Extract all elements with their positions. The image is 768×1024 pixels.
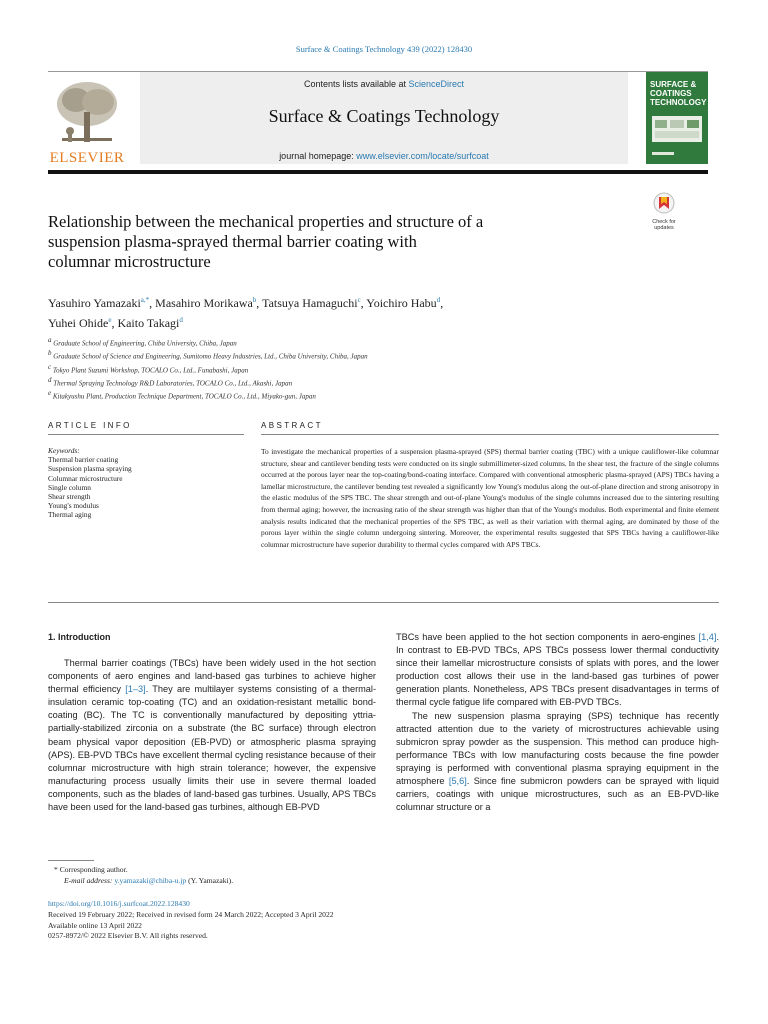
email-label: E-mail address: [64,875,115,885]
affiliation-text: Graduate School of Engineering, Chiba University, Chiba, Japan [53,339,237,348]
keyword-item: Thermal aging [48,510,92,520]
cover-title-line: TECHNOLOGY [650,98,707,107]
author-affil-mark[interactable]: e [108,316,112,324]
section-heading-introduction: 1. Introduction [48,632,111,642]
article-info-heading: ARTICLE INFO [48,421,132,430]
author-sep: , [111,316,118,330]
email-link[interactable]: y.yamazaki@chiba-u.jp [114,875,187,885]
abstract-bottom-rule [48,602,719,603]
text-run: The new suspension plasma spraying (SPS) technique has recently attracted attention due to the variety of microstructures achievable using submicron spray powder as the suspension. This method can produce high-performance TBCs with low manufacturing costs because the fine powder spraying is performed with conventional plasma spraying equipment in the atmosphere [396,710,719,787]
keywords-label: Keywords: [48,446,80,455]
citation-link[interactable]: [1–3] [125,684,146,695]
contents-prefix: Contents lists available at [303,79,409,89]
badge-line: Check for [652,219,676,225]
author-affil-mark[interactable]: c [357,296,361,304]
publication-info [48,899,508,942]
author-name[interactable]: Kaito Takagi [117,316,180,330]
cover-title-line: SURFACE & [650,80,697,89]
author-affil-mark[interactable]: d [179,316,183,324]
citation-link[interactable]: [5,6] [448,776,467,787]
text-run: . In contrast to EB-PVD TBCs, APS TBCs possess lower thermal conductivity since their lamellar microstructure consists of splats with pores, and the lower production cost allows their use in the land-based gas turbines of power generation plants. Nonetheless, APS TBCs present disadvantages in terms of thermal cycle fatigue life compared with EB-PVD TBCs. [396,632,719,708]
elsevier-wordmark: ELSEVIER [49,150,125,166]
paragraph [396,631,719,710]
body-column-left [48,657,376,814]
footnote-rule [48,860,94,861]
author-affil-mark[interactable]: a,* [140,296,150,304]
affiliation-item [48,362,608,375]
check-for-updates-badge[interactable] [646,192,682,230]
journal-homepage-link[interactable]: www.elsevier.com/locate/surfcoat [356,151,489,161]
paragraph [396,710,719,815]
affiliation-mark: d [48,375,52,384]
affiliation-mark: a [48,336,52,344]
affiliation-mark: c [48,362,52,371]
abstract-rule [261,434,719,435]
article-title [48,212,608,272]
header-bottom-rule [48,170,708,174]
homepage-line [140,151,628,161]
author-affil-mark[interactable]: d [436,296,441,304]
copyright: 0257-8972/© 2022 Elsevier B.V. All rights reserved. [48,931,208,941]
author-list [48,292,608,332]
email-note [48,876,468,887]
article-info-rule [48,434,244,435]
cover-title [650,80,706,107]
cover-title-line: COATINGS [650,89,692,98]
available-online: Available online 13 April 2022 [48,920,142,930]
keyword-item: Columnar microstructure [48,473,123,483]
text-run: . Since fine submicron powders can be sprayed with liquid carriers, coatings with unique microstructures, such as an EB-PVD-like columnar structure or a [396,776,720,813]
doi-link[interactable]: https://doi.org/10.1016/j.surfcoat.2022.128430 [48,899,190,908]
affiliation-item [48,335,608,348]
contents-line [140,79,628,89]
abstract-heading: ABSTRACT [261,421,323,430]
affiliation-text: Kitakyushu Plant, Production Technique Department, TOCALO Co., Ltd., Miyako-gun, Japan [52,392,316,401]
email-suffix: (Y. Yamazaki). [186,875,234,885]
bookmark-icon [646,192,682,214]
badge-line: updates [654,225,674,231]
text-run: Thermal barrier coatings (TBCs) have been widely used in the hot section components of aero engines and land-based gas turbines to achieve higher thermal efficiency [48,658,376,695]
author-name[interactable]: Yoichiro Habu [366,296,437,310]
affiliation-text: Graduate School of Science and Engineering, Sumitomo Heavy Industries, Ltd., Chiba University, Chiba, Japan [53,352,368,361]
body-column-right [396,631,719,814]
affiliation-item [48,388,608,401]
homepage-prefix: journal homepage: [279,151,357,161]
affiliation-item [48,348,608,361]
keyword-item: Shear strength [48,492,91,502]
title-line: columnar microstructure [48,252,211,271]
corresponding-author-note: * Corresponding author. [54,865,128,874]
keyword-item: Suspension plasma spraying [48,464,132,474]
paragraph [48,657,376,814]
author-affil-mark[interactable]: b [252,296,257,304]
text-run: . They are multilayer systems consisting of a thermal-insulation ceramic top-coating (TC) and an oxidation-resistant metallic bond-coating (BC). The TC is conventionally manufactured by depositing yttria-partially-stabilized zirconia on a substrate (the BC surface) through electron beam physical vapor deposition (EB-PVD) or atmospheric plasma spraying (APS). EB-PVD TBCs have excellent thermal cycling resistance because of their columnar microstructure with high strain tolerance; however, the expensive manufacturing process usually limits their use in severe thermal loaded components, such as the blades of land-based gas turbines. Usually, APS TBCs have been used for the land-based gas turbines, although EB-PVD [48,684,376,813]
author-sep: , [149,296,156,310]
received-dates: Received 19 February 2022; Received in revised form 24 March 2022; Accepted 3 April 2022 [48,909,334,919]
sciencedirect-link[interactable]: ScienceDirect [408,79,465,89]
text-run: TBCs have been applied to the hot section components in aero-engines [396,632,699,642]
citation-link[interactable]: [1,4] [698,632,717,642]
journal-title: Surface & Coatings Technology [268,106,500,126]
author-name[interactable]: Yasuhiro Yamazaki [48,296,141,310]
author-name[interactable]: Yuhei Ohide [48,316,109,330]
journal-citation-link[interactable]: Surface & Coatings Technology 439 (2022) 128430 [295,44,473,54]
keywords-block [48,446,244,520]
keyword-item: Single column [48,482,91,492]
author-name[interactable]: Tatsuya Hamaguchi [262,296,358,310]
author-name[interactable]: Masahiro Morikawa [155,296,253,310]
affiliation-mark: e [48,389,52,398]
affiliation-item [48,375,608,388]
author-sep: , [440,296,444,310]
author-sep: , [256,296,263,310]
footnotes [48,865,468,887]
title-line: Relationship between the mechanical properties and structure of a [48,212,484,231]
author-sep: , [360,296,367,310]
keyword-item: Young's modulus [48,501,99,511]
keyword-item: Thermal barrier coating [48,455,119,465]
affiliation-text: Thermal Spraying Technology R&D Laboratories, TOCALO Co., Ltd., Akashi, Japan [53,379,293,388]
title-line: suspension plasma-sprayed thermal barrier coating with [48,232,417,251]
affiliations [48,335,608,402]
affiliation-mark: b [48,349,52,358]
abstract-text: To investigate the mechanical properties of a suspension plasma-sprayed (SPS) thermal barrier coating (TBC) with a unique cauliflower-like columnar structure, shear and cantilever bending tests were conducted on its single submillimeter-sized columns. In the shear test, the fracture of the single columns occurred at the porous layer near the top-coating/bond-coating interface. Compared with conventional atmospheric plasma-sprayed (APS) TBCs having a lamellar microstructure, the cantilever bending test revealed a significantly low Young's modulus along the out-of-plane direction and strong anisotropy in the elastic modulus of the SPS TBC. The shear strength and out-of-plane Young's modulus of the single columns increased due to the sintering resulting from thermal aging; however, the increasing ratio of the shear strength was higher than that of the Young's modulus. Both experimental and finite element analysis results indicated that the mechanical properties of the SPS TBC, as well as their variation with thermal aging, are dominated by those of the porous layer within the single column undergoing sintering. Moreover, the experimental results suggested that SPS TBCs having a cauliflower-like columnar microstructure have superior durability to thermal cycles compared with APS TBCs. [261,447,719,549]
affiliation-text: Tokyo Plant Suzumi Workshop, TOCALO Co., Ltd., Funabashi, Japan [52,365,249,374]
